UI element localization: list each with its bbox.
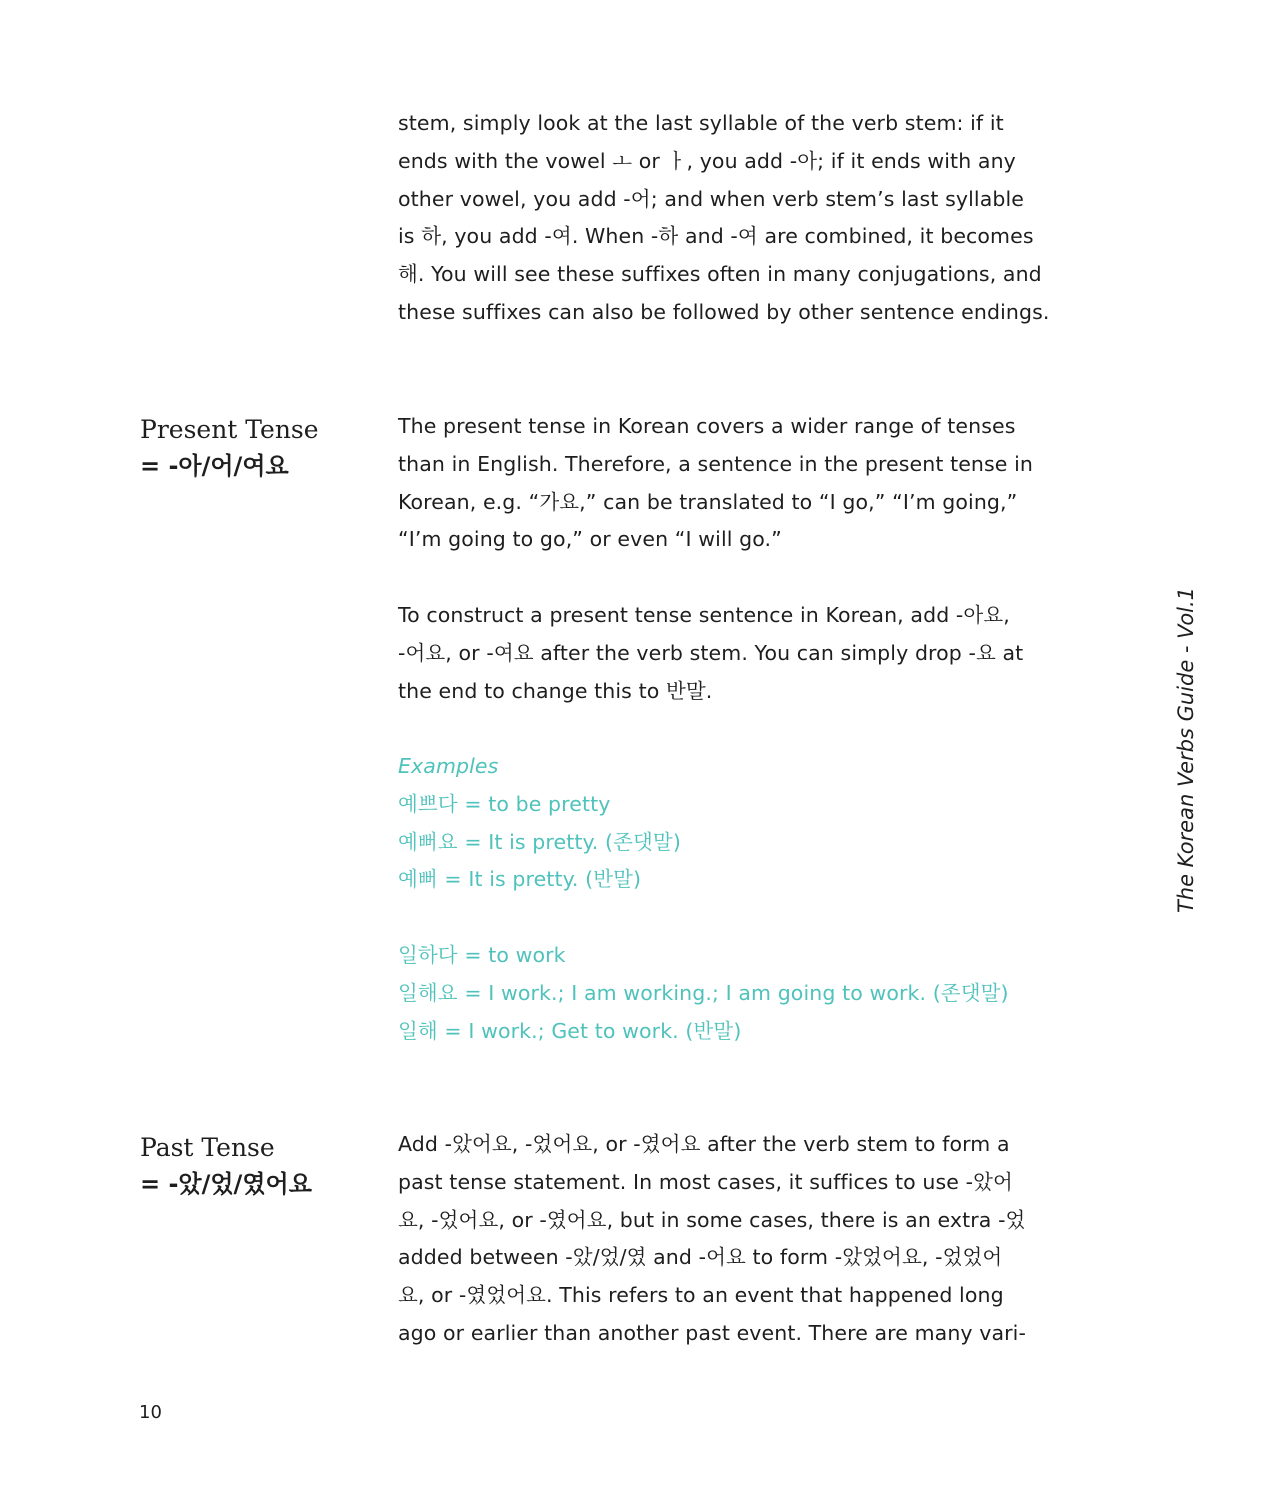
examples-block-2	[398, 937, 1118, 1050]
example-line: 예뻐 = It is pretty. (반말)	[398, 867, 642, 892]
page-number: 10	[139, 1402, 162, 1423]
past-tense-formula: = -았/었/였어요	[140, 1170, 312, 1198]
past-line: past tense statement. In most cases, it suffices to use -았어	[398, 1169, 1013, 1194]
intro-line: is 하, you add -여. When -하 and -여 are combined, it becomes	[398, 224, 1034, 249]
present-tense-title: Present Tense	[140, 415, 319, 444]
examples-block	[398, 748, 1118, 899]
book-side-title: The Korean Verbs Guide - Vol.1	[1174, 586, 1198, 914]
intro-line: stem, simply look at the last syllable of the verb stem: if it	[398, 111, 1004, 135]
present-line: Korean, e.g. “가요,” can be translated to “I go,” “I’m going,”	[398, 489, 1018, 514]
past-tense-heading	[140, 1130, 380, 1202]
past-tense-title: Past Tense	[140, 1133, 275, 1162]
example-line: 예뻐요 = It is pretty. (존댓말)	[398, 829, 681, 854]
present-tense-heading	[140, 412, 380, 484]
intro-paragraph	[398, 105, 1118, 332]
present-line: than in English. Therefore, a sentence in the present tense in	[398, 451, 1034, 476]
past-line: added between -았/었/였 and -어요 to form -았었어요, -었었어	[398, 1245, 1003, 1270]
present-line: “I’m going to go,” or even “I will go.”	[398, 527, 782, 552]
past-line: ago or earlier than another past event. There are many vari-	[398, 1320, 1026, 1345]
past-line: 요, -었어요, or -였어요, but in some cases, there is an extra -었	[398, 1207, 1026, 1232]
present-line: To construct a present tense sentence in Korean, add -아요,	[398, 603, 1010, 627]
past-line: Add -았어요, -었어요, or -였어요 after the verb stem to form a	[398, 1132, 1010, 1156]
example-line: 일하다 = to work	[398, 943, 566, 967]
present-tense-formula: = -아/어/여요	[140, 452, 289, 480]
present-tense-paragraph-1	[398, 408, 1118, 559]
example-line: 예쁘다 = to be pretty	[398, 791, 611, 816]
present-tense-paragraph-2	[398, 597, 1118, 710]
present-line: -어요, or -여요 after the verb stem. You can simply drop -요 at	[398, 640, 1024, 665]
intro-line: other vowel, you add -어; and when verb stem’s last syllable	[398, 186, 1024, 211]
intro-line: these suffixes can also be followed by other sentence endings.	[398, 299, 1050, 324]
intro-line: 해. You will see these suffixes often in many conjugations, and	[398, 262, 1042, 287]
example-line: 일해 = I work.; Get to work. (반말)	[398, 1018, 742, 1043]
present-line: The present tense in Korean covers a wider range of tenses	[398, 414, 1016, 438]
example-line: 일해요 = I work.; I am working.; I am going to work. (존댓말)	[398, 980, 1009, 1005]
past-tense-paragraph	[398, 1126, 1118, 1353]
intro-line: ends with the vowel ㅗ or ㅏ, you add -아; if it ends with any	[398, 148, 1016, 173]
examples-heading: Examples	[398, 754, 499, 778]
present-line: the end to change this to 반말.	[398, 678, 713, 703]
past-line: 요, or -였었어요. This refers to an event that happened long	[398, 1283, 1004, 1308]
